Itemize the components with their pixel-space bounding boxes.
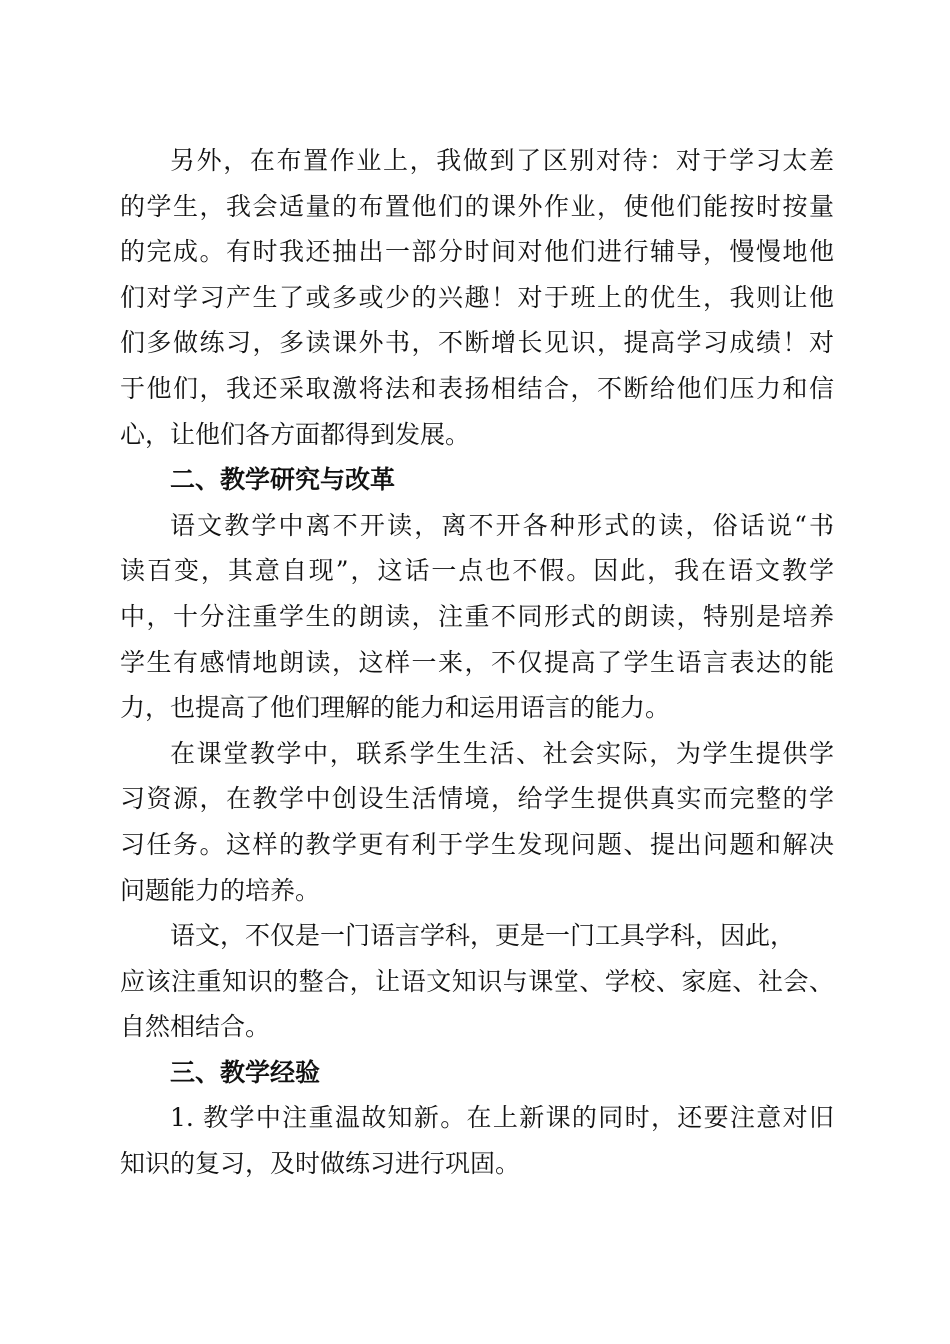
text-line: 们对学习产生了或多或少的兴趣！对于班上的优生，我则让他 — [120, 282, 834, 312]
document-page — [120, 138, 834, 1187]
text-line: 的学生，我会适量的布置他们的课外作业，使他们能按时按量 — [120, 191, 834, 221]
text-line: 语文，不仅是一门语言学科，更是一门工具学科，因此， — [170, 921, 796, 951]
text-line: 1. 教学中注重温故知新。在上新课的同时，还要注意对旧 — [170, 1103, 834, 1133]
text-line: 习资源，在教学中创设生活情境，给学生提供真实而完整的学 — [120, 784, 834, 814]
text-line: 们多做练习，多读课外书，不断增长见识，提高学习成绩！对 — [120, 328, 834, 358]
text-line: 心，让他们各方面都得到发展。 — [120, 419, 471, 449]
text-line: 自然相结合。 — [120, 1012, 271, 1042]
text-line: 中，十分注重学生的朗读，注重不同形式的朗读，特别是培养 — [120, 601, 834, 631]
text-line: 语文教学中离不开读，离不开各种形式的读，俗话说“书 — [170, 510, 834, 540]
paragraph-reading — [120, 503, 834, 731]
text-line: 力，也提高了他们理解的能力和运用语言的能力。 — [120, 693, 671, 723]
text-line: 习任务。这样的教学更有利于学生发现问题、提出问题和解决 — [120, 829, 834, 859]
section-heading-experience: 三、教学经验 — [170, 1057, 321, 1087]
paragraph-homework — [120, 138, 834, 457]
text-line: 在课堂教学中，联系学生生活、社会实际，为学生提供学 — [170, 738, 834, 768]
paragraph-classroom — [120, 731, 834, 913]
text-line: 另外，在布置作业上，我做到了区别对待：对于学习太差 — [170, 146, 834, 175]
section-heading-research: 二、教学研究与改革 — [170, 465, 396, 495]
text-line: 应该注重知识的整合，让语文知识与课堂、学校、家庭、社会、 — [120, 966, 834, 996]
paragraph-review — [120, 1095, 834, 1186]
text-line: 问题能力的培养。 — [120, 875, 321, 905]
text-line: 的完成。有时我还抽出一部分时间对他们进行辅导，慢慢地他 — [120, 237, 834, 267]
paragraph-subject — [120, 913, 834, 1050]
text-line: 读百变，其意自现”，这话一点也不假。因此，我在语文教学 — [120, 556, 834, 586]
text-line: 于他们，我还采取激将法和表扬相结合，不断给他们压力和信 — [120, 373, 834, 403]
text-line: 知识的复习，及时做练习进行巩固。 — [120, 1149, 521, 1179]
text-line: 学生有感情地朗读，这样一来，不仅提高了学生语言表达的能 — [120, 647, 834, 677]
